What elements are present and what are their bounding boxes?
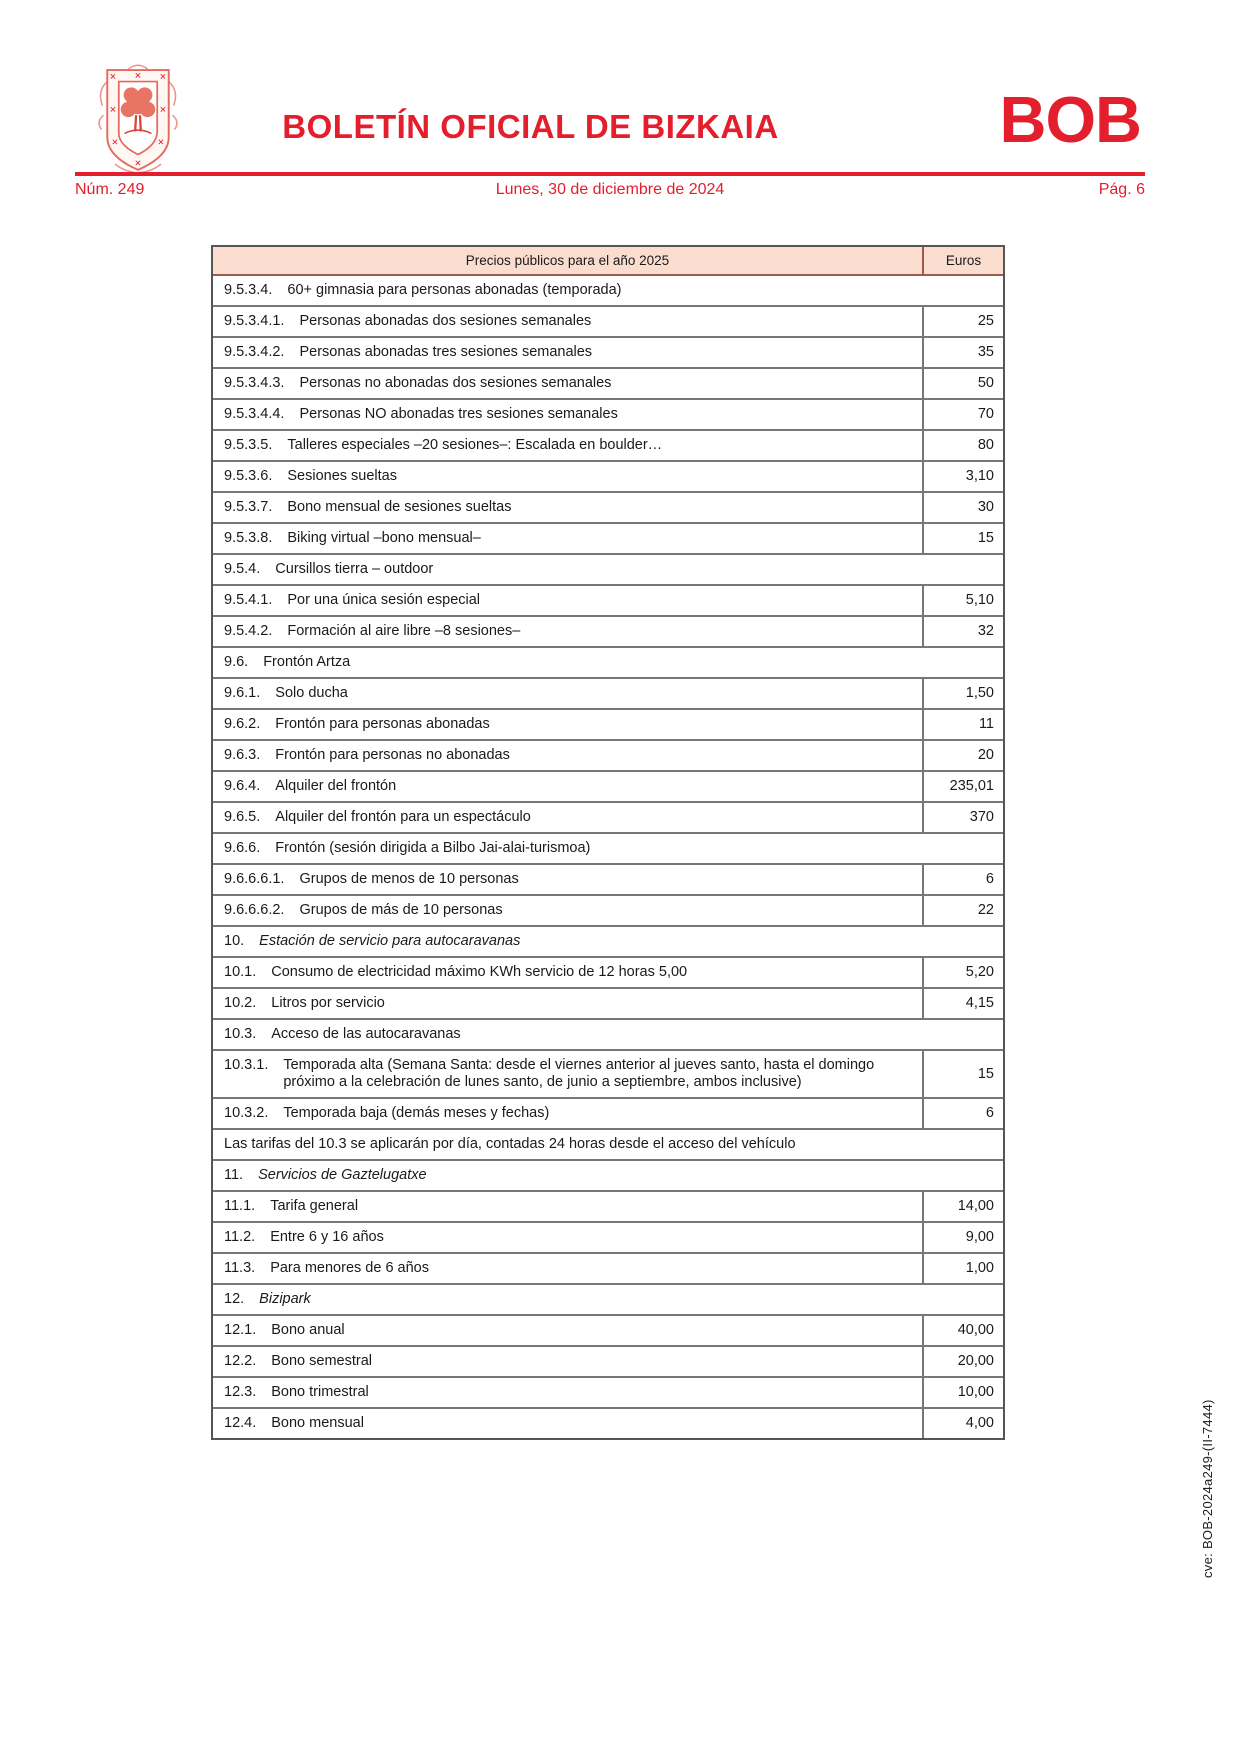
table-row (213, 1190, 1003, 1221)
table-row (213, 615, 1003, 646)
row-label (213, 1161, 1003, 1190)
svg-text:✕: ✕ (109, 104, 117, 115)
page-title: BOLETÍN OFICIAL DE BIZKAIA (282, 108, 779, 145)
table-row (213, 276, 1003, 305)
row-number: 9.5.4.2. (224, 623, 273, 639)
row-value: 5,10 (922, 586, 1003, 615)
table-row (213, 522, 1003, 553)
cve-code: cve: BOB-2024a249-(II-7444) (1200, 1399, 1215, 1578)
row-value: 235,01 (922, 772, 1003, 801)
table-row (213, 336, 1003, 367)
row-text: Frontón para personas no abonadas (275, 747, 510, 763)
row-text: Grupos de más de 10 personas (299, 902, 503, 918)
row-number: 11.2. (224, 1229, 256, 1245)
row-value: 32 (922, 617, 1003, 646)
page-number: Pág. 6 (1098, 181, 1145, 198)
row-value: 11 (922, 710, 1003, 739)
row-text: Estación de servicio para autocaravanas (259, 933, 521, 949)
row-value: 6 (922, 865, 1003, 894)
row-value: 20 (922, 741, 1003, 770)
row-label (213, 803, 922, 832)
row-number: 9.5.3.4. (224, 282, 273, 298)
row-value: 10,00 (922, 1378, 1003, 1407)
row-value: 9,00 (922, 1223, 1003, 1252)
row-value: 370 (922, 803, 1003, 832)
row-number: 11.3. (224, 1260, 256, 1276)
row-label (213, 710, 922, 739)
row-text: Litros por servicio (271, 995, 385, 1011)
row-text: Bono mensual de sesiones sueltas (287, 499, 512, 515)
row-number: 9.5.3.7. (224, 499, 273, 515)
row-number: 9.6.4. (224, 778, 261, 794)
row-number: 9.5.3.4.4. (224, 406, 285, 422)
row-label (213, 865, 922, 894)
row-text: Bono mensual (271, 1415, 364, 1431)
table-row (213, 1252, 1003, 1283)
row-text: Personas no abonadas dos sesiones semanales (299, 375, 612, 391)
table-row (213, 1345, 1003, 1376)
table-row (213, 429, 1003, 460)
row-number: 9.5.3.4.3. (224, 375, 285, 391)
table-row (213, 646, 1003, 677)
row-number: 11.1. (224, 1198, 256, 1214)
row-text: Alquiler del frontón para un espectáculo (275, 809, 531, 825)
bob-logo: BOB (999, 83, 1141, 156)
row-label (213, 772, 922, 801)
row-value: 35 (922, 338, 1003, 367)
row-text: Biking virtual –bono mensual– (287, 530, 481, 546)
row-number: 9.5.4. (224, 561, 261, 577)
table-row (213, 708, 1003, 739)
row-text: Bono semestral (271, 1353, 372, 1369)
price-table-header (213, 247, 1003, 276)
table-row (213, 801, 1003, 832)
row-value: 1,00 (922, 1254, 1003, 1283)
row-number: 12.2. (224, 1353, 257, 1369)
table-row (213, 863, 1003, 894)
row-value: 15 (922, 1051, 1003, 1097)
table-row (213, 367, 1003, 398)
row-label (213, 524, 922, 553)
row-label (213, 679, 922, 708)
row-label (213, 1409, 922, 1438)
svg-text:✕: ✕ (134, 158, 142, 169)
row-text: Solo ducha (275, 685, 348, 701)
row-number: 10.3.2. (224, 1105, 269, 1121)
row-label (213, 276, 1003, 305)
row-text: Servicios de Gaztelugatxe (258, 1167, 427, 1183)
table-title: Precios públicos para el año 2025 (465, 253, 670, 268)
row-number: 12. (224, 1291, 245, 1307)
row-number: 9.5.3.8. (224, 530, 273, 546)
row-label (213, 1223, 922, 1252)
row-text: Frontón (sesión dirigida a Bilbo Jai-alai-turismoa) (275, 840, 591, 856)
table-row (213, 1097, 1003, 1128)
table-row (213, 460, 1003, 491)
row-text: Sesiones sueltas (287, 468, 397, 484)
row-label (213, 617, 922, 646)
row-number: 9.6.6. (224, 840, 261, 856)
row-number: 9.6.5. (224, 809, 261, 825)
table-row (213, 894, 1003, 925)
row-text: Personas abonadas tres sesiones semanales (299, 344, 593, 360)
row-value: 1,50 (922, 679, 1003, 708)
row-number: 11. (224, 1167, 244, 1183)
row-value: 30 (922, 493, 1003, 522)
svg-text:✕: ✕ (111, 136, 119, 147)
row-value: 20,00 (922, 1347, 1003, 1376)
table-row (213, 553, 1003, 584)
row-number: 10. (224, 933, 245, 949)
row-label (213, 1192, 922, 1221)
row-number: 12.3. (224, 1384, 257, 1400)
row-value: 22 (922, 896, 1003, 925)
row-label (213, 648, 1003, 677)
table-row (213, 1221, 1003, 1252)
row-number: 9.5.3.5. (224, 437, 273, 453)
table-row (213, 1049, 1003, 1097)
row-label (213, 1099, 922, 1128)
row-number: 9.6.6.6.1. (224, 871, 285, 887)
row-text: Temporada alta (Semana Santa: desde el viernes anterior al jueves santo, hasta el domingo próximo a la celebración de lunes santo, de junio a septiembre, ambos inclusive) (283, 1057, 875, 1090)
row-number: 9.6.3. (224, 747, 261, 763)
row-text: Formación al aire libre –8 sesiones– (287, 623, 521, 639)
table-row (213, 677, 1003, 708)
row-number: 9.6.2. (224, 716, 261, 732)
row-number: 9.6.1. (224, 685, 261, 701)
header-meta-row (75, 181, 1145, 201)
row-text: Entre 6 y 16 años (270, 1229, 384, 1245)
row-label (213, 958, 922, 987)
row-text: Bono trimestral (271, 1384, 369, 1400)
table-row (213, 1283, 1003, 1314)
price-table (211, 245, 1005, 1440)
row-label (213, 741, 922, 770)
row-label (213, 834, 1003, 863)
table-row (213, 584, 1003, 615)
row-text: Cursillos tierra – outdoor (275, 561, 434, 577)
table-row (213, 739, 1003, 770)
table-row (213, 1407, 1003, 1438)
svg-text:✕: ✕ (109, 71, 117, 82)
row-label (213, 307, 922, 336)
table-row (213, 1018, 1003, 1049)
row-label (213, 555, 1003, 584)
row-number: 9.6. (224, 654, 249, 670)
row-text: Personas abonadas dos sesiones semanales (299, 313, 592, 329)
row-text: Bono anual (271, 1322, 345, 1338)
row-value: 3,10 (922, 462, 1003, 491)
row-value: 14,00 (922, 1192, 1003, 1221)
table-row (213, 305, 1003, 336)
row-text: Grupos de menos de 10 personas (299, 871, 519, 887)
euros-column-header: Euros (922, 247, 1003, 274)
row-text: Acceso de las autocaravanas (271, 1026, 461, 1042)
row-value: 70 (922, 400, 1003, 429)
row-value: 15 (922, 524, 1003, 553)
row-label (213, 462, 922, 491)
row-label (213, 1285, 1003, 1314)
row-value: 50 (922, 369, 1003, 398)
row-label (213, 369, 922, 398)
svg-text:✕: ✕ (157, 136, 165, 147)
row-text: Frontón para personas abonadas (275, 716, 490, 732)
row-text: Talleres especiales –20 sesiones–: Escalada en boulder… (287, 437, 663, 453)
row-label (213, 896, 922, 925)
row-value: 4,00 (922, 1409, 1003, 1438)
row-label (213, 1347, 922, 1376)
row-label (213, 431, 922, 460)
row-text: Por una única sesión especial (287, 592, 481, 608)
row-text: Consumo de electricidad máximo KWh servicio de 12 horas 5,00 (271, 964, 688, 980)
table-row (213, 1128, 1003, 1159)
row-label (213, 1254, 922, 1283)
row-number: 9.5.3.4.2. (224, 344, 285, 360)
row-label (213, 989, 922, 1018)
row-label (213, 1130, 1003, 1159)
price-table-body (213, 276, 1003, 1438)
table-row (213, 956, 1003, 987)
row-number: 9.5.4.1. (224, 592, 273, 608)
table-row (213, 1376, 1003, 1407)
row-text: Tarifa general (270, 1198, 359, 1214)
row-value: 80 (922, 431, 1003, 460)
row-label (213, 586, 922, 615)
row-value: 25 (922, 307, 1003, 336)
row-label (213, 1051, 922, 1097)
row-label (213, 1020, 1003, 1049)
table-row (213, 398, 1003, 429)
svg-text:✕: ✕ (159, 104, 167, 115)
table-row (213, 925, 1003, 956)
row-label (213, 1378, 922, 1407)
issue-date: Lunes, 30 de diciembre de 2024 (495, 181, 725, 198)
row-number: 10.3. (224, 1026, 257, 1042)
svg-text:✕: ✕ (159, 71, 167, 82)
row-text: Temporada baja (demás meses y fechas) (283, 1105, 550, 1121)
row-number: 9.6.6.6.2. (224, 902, 285, 918)
table-row (213, 1159, 1003, 1190)
issue-number: Núm. 249 (75, 181, 145, 198)
header-divider (75, 172, 1145, 176)
svg-text:✕: ✕ (134, 70, 142, 81)
row-number: 9.5.3.4.1. (224, 313, 285, 329)
row-text: 60+ gimnasia para personas abonadas (temporada) (287, 282, 622, 298)
row-label (213, 400, 922, 429)
table-row (213, 770, 1003, 801)
row-text: Frontón Artza (263, 654, 351, 670)
table-row (213, 832, 1003, 863)
table-row (213, 987, 1003, 1018)
row-number: 12.4. (224, 1415, 257, 1431)
row-text: Bizipark (259, 1291, 311, 1307)
row-text: Alquiler del frontón (275, 778, 397, 794)
row-value: 40,00 (922, 1316, 1003, 1345)
row-number: 10.1. (224, 964, 257, 980)
row-number: 9.5.3.6. (224, 468, 273, 484)
row-label (213, 493, 922, 522)
table-row (213, 491, 1003, 522)
table-row (213, 1314, 1003, 1345)
row-number: 10.3.1. (224, 1057, 269, 1073)
row-number: 10.2. (224, 995, 257, 1011)
row-text: Para menores de 6 años (270, 1260, 429, 1276)
row-value: 6 (922, 1099, 1003, 1128)
row-text: Personas NO abonadas tres sesiones semanales (299, 406, 618, 422)
row-value: 5,20 (922, 958, 1003, 987)
row-label (213, 1316, 922, 1345)
row-label (213, 927, 1003, 956)
row-value: 4,15 (922, 989, 1003, 1018)
row-number: 12.1. (224, 1322, 257, 1338)
row-text: Las tarifas del 10.3 se aplicarán por día, contadas 24 horas desde el acceso del vehículo (224, 1136, 796, 1152)
row-label (213, 338, 922, 367)
